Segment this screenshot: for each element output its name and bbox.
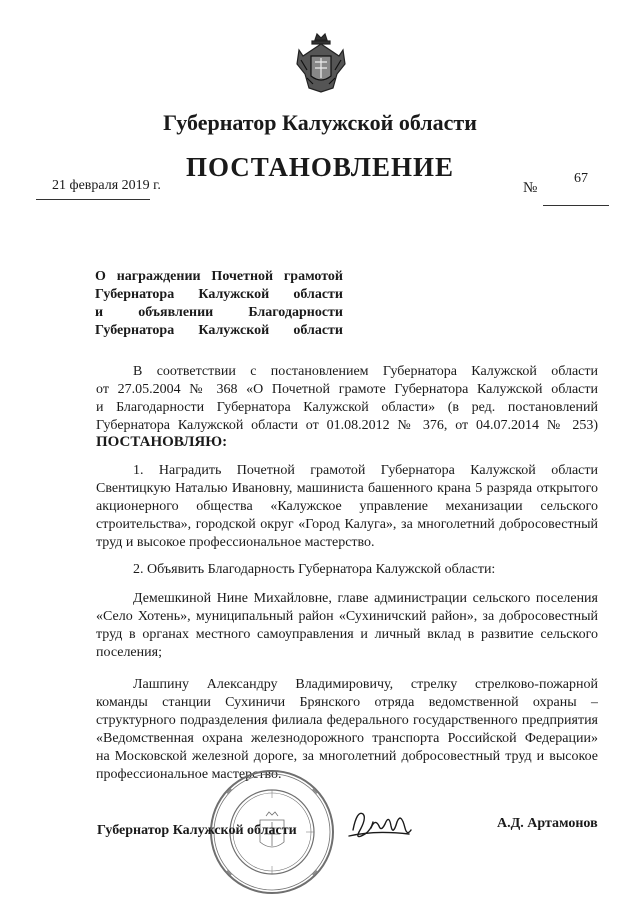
number-underline: [543, 205, 609, 206]
preamble-line: Губернатора Калужской области от 01.08.2012 № 376, от 04.07.2014 № 253): [96, 418, 598, 433]
document-type: ПОСТАНОВЛЕНИЕ: [185, 152, 455, 182]
person2-line: структурного подразделения филиала федерального государственного предприятия: [96, 713, 598, 728]
title-line: Губернатора Калужской области: [95, 323, 343, 338]
person1-line: Демешкиной Нине Михайловне, главе администрации сельского поселения: [133, 591, 598, 606]
person1-line: «Село Хотень», муниципальный район «Сухиничский район», за добросовестный: [96, 609, 598, 624]
item1-line: строительства», городской округ «Город Калуга», за многолетний добросовестный: [96, 517, 598, 532]
item2-heading: 2. Объявить Благодарность Губернатора Калужской области:: [133, 562, 496, 577]
preamble-line: и Благодарности Губернатора Калужской области» (в ред. постановлений: [96, 400, 598, 415]
document-date: 21 февраля 2019 г.: [52, 178, 161, 193]
preamble-line: В соответствии с постановлением Губернатора Калужской области: [133, 364, 598, 379]
item1-line: акционерного общества «Калужское управление механизации сельского: [96, 499, 598, 514]
title-line: О награждении Почетной грамотой: [95, 269, 343, 284]
person1-line: труд в органах местного самоуправления и личный вклад в развитие сельского: [96, 627, 598, 642]
item1-line: Свентицкую Наталью Ивановну, машиниста башенного крана 5 разряда открытого: [96, 481, 598, 496]
coat-of-arms-icon: [295, 30, 347, 96]
signatory-position: Губернатор Калужской области: [97, 823, 297, 838]
preamble-line: от 27.05.2004 № 368 «О Почетной грамоте Губернатора Калужской области: [96, 382, 598, 397]
person2-line: на Московской железной дороге, за многолетний добросовестный труд и высокое: [96, 749, 598, 764]
item1-line: труд и высокое профессиональное мастерство.: [96, 535, 375, 550]
resolve-word: ПОСТАНОВЛЯЮ:: [96, 434, 228, 450]
person1-line: поселения;: [96, 645, 162, 660]
date-underline: [36, 199, 150, 200]
issuing-office: Губернатор Калужской области: [163, 110, 477, 135]
signatory-name: А.Д. Артамонов: [497, 816, 598, 831]
person2-line: команды станции Сухиничи Брянского отряда ведомственной охраны –: [96, 695, 598, 710]
title-line: Губернатора Калужской области: [95, 287, 343, 302]
item1-line: 1. Наградить Почетной грамотой Губернатора Калужской области: [133, 463, 598, 478]
handwritten-signature-icon: [345, 800, 413, 850]
document-number: 67: [574, 171, 588, 186]
person2-line: профессиональное мастерство.: [96, 767, 282, 782]
person2-line: Лашпину Александру Владимировичу, стрелку стрелково-пожарной: [133, 677, 598, 692]
number-label: №: [523, 180, 538, 196]
person2-line: «Ведомственная охрана железнодорожного транспорта Российской Федерации»: [96, 731, 598, 746]
title-line: и объявлении Благодарности: [95, 305, 343, 320]
